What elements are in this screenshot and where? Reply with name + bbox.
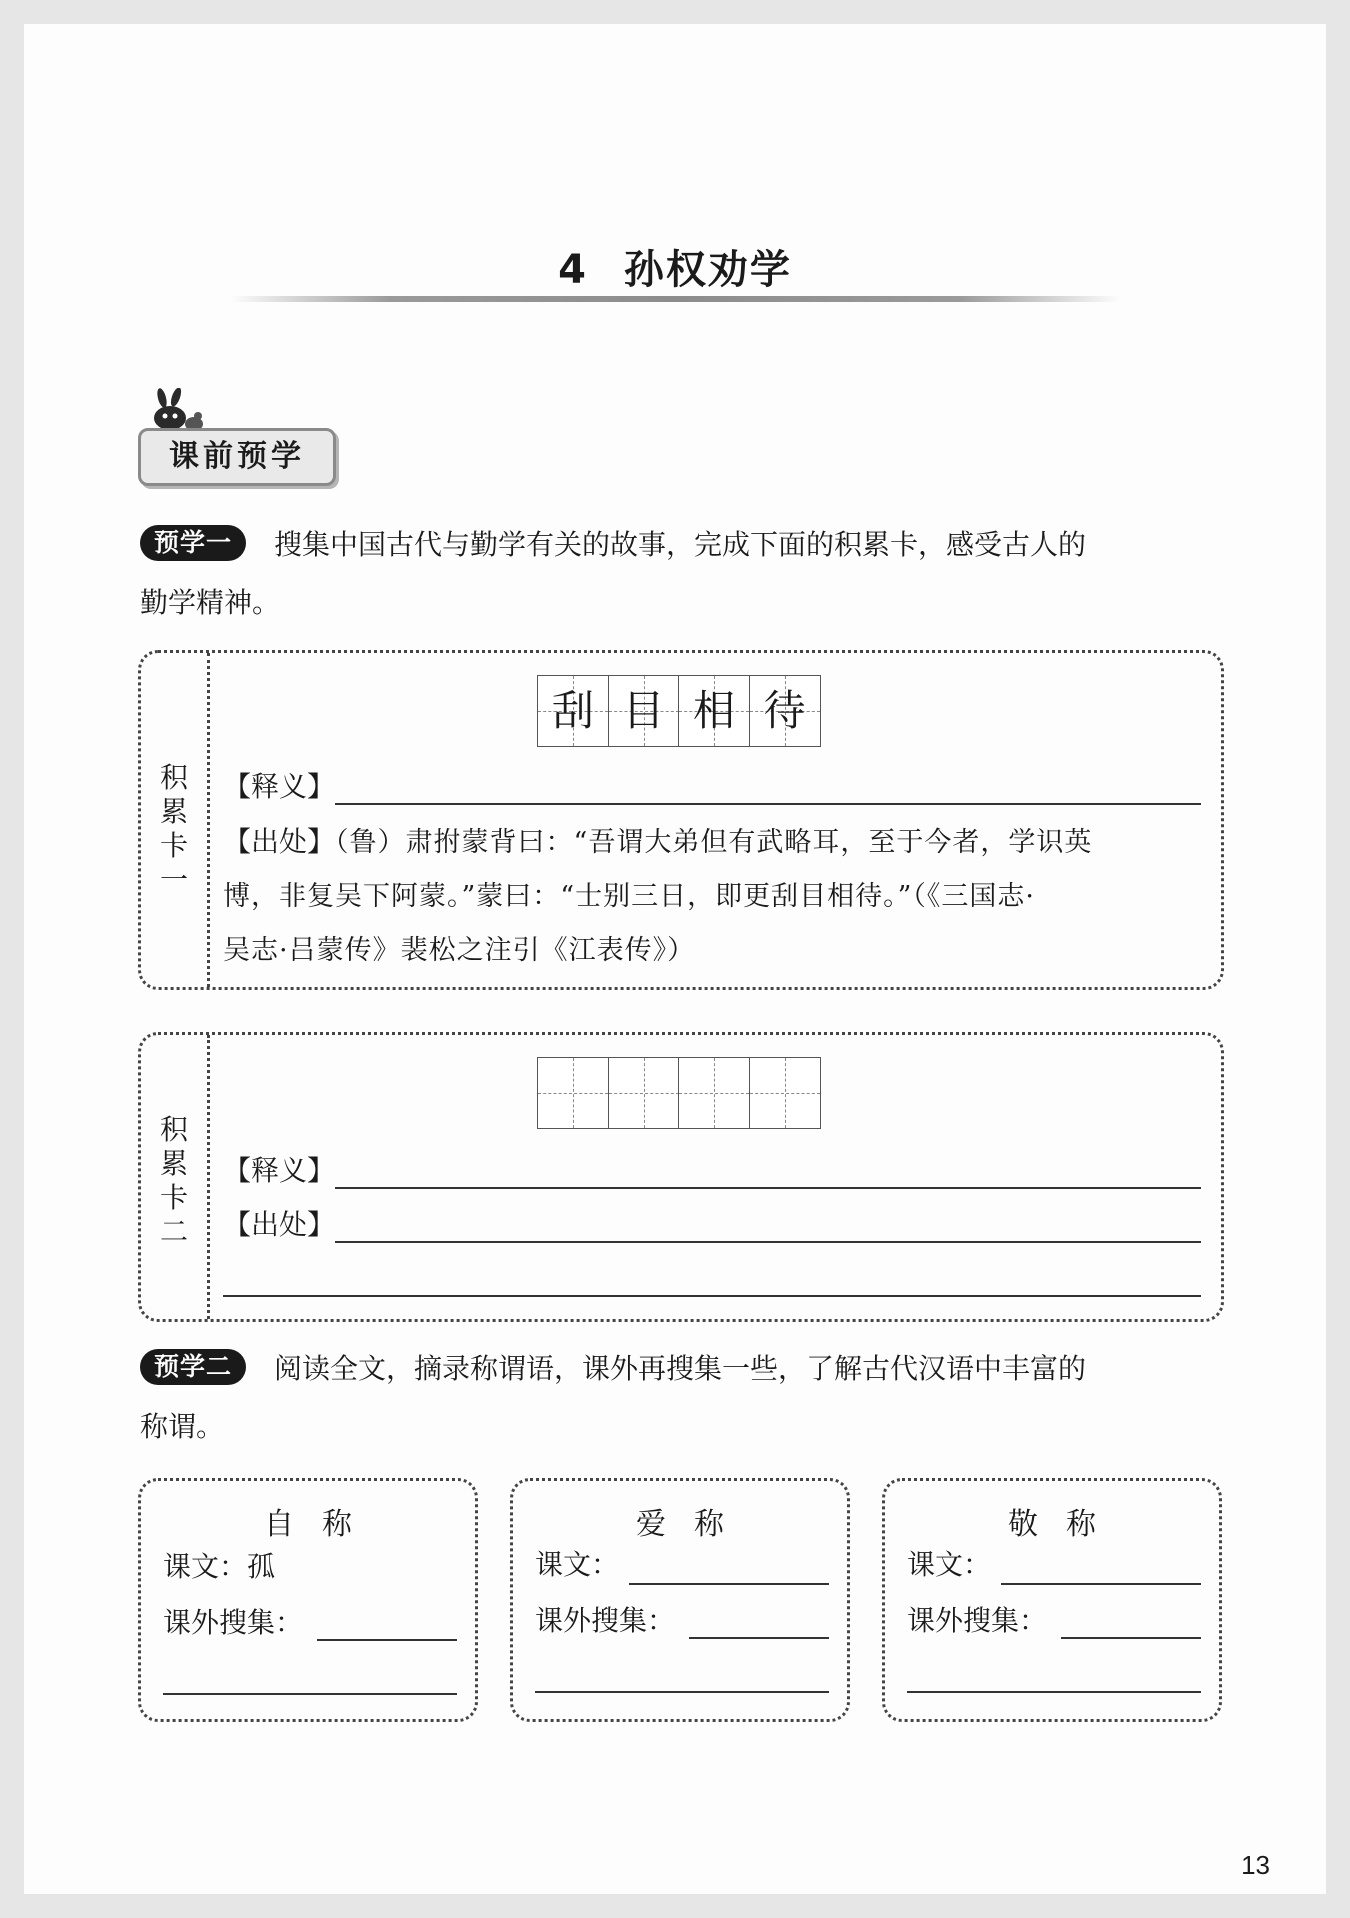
blank-idiom-cell[interactable] bbox=[537, 1057, 609, 1129]
blank-idiom-grid bbox=[537, 1057, 821, 1129]
title-underline bbox=[230, 296, 1120, 302]
card1-label: 积 累 卡 一 bbox=[159, 761, 188, 896]
collect-answer-line[interactable] bbox=[535, 1691, 829, 1693]
lesson-number: 4 bbox=[558, 247, 588, 293]
prestudy2-text-line1: 阅读全文，摘录称谓语，课外再搜集一些，了解古代汉语中丰富的 bbox=[274, 1352, 1087, 1385]
accumulation-card-1 bbox=[138, 650, 1224, 990]
source-label: 【出处】 bbox=[223, 825, 336, 858]
card-divider bbox=[207, 1035, 210, 1319]
blank-idiom-cell[interactable] bbox=[749, 1057, 821, 1129]
text-label: 课文： bbox=[907, 1548, 992, 1581]
prestudy2-tag: 预学二 bbox=[140, 1349, 246, 1385]
prestudy1-tag: 预学一 bbox=[140, 525, 246, 561]
collect-answer-line[interactable] bbox=[163, 1693, 457, 1695]
term-card-self bbox=[138, 1478, 478, 1722]
prestudy1-text-line2: 勤学精神。 bbox=[140, 586, 281, 619]
prestudy1-instruction bbox=[140, 516, 1220, 632]
source-answer-line[interactable] bbox=[335, 1241, 1201, 1243]
prestudy2-instruction bbox=[140, 1340, 1220, 1456]
idiom-grid bbox=[537, 675, 821, 747]
section-badge: 课前预学 bbox=[138, 428, 336, 486]
card2-label: 积 累 卡 二 bbox=[159, 1113, 188, 1248]
collect-label: 课外搜集： bbox=[907, 1604, 1048, 1637]
idiom-cell: 相 bbox=[678, 675, 750, 747]
lesson-name: 孙权劝学 bbox=[623, 247, 792, 293]
lesson-title bbox=[0, 238, 1350, 295]
source-answer-line[interactable] bbox=[223, 1295, 1201, 1297]
collect-label: 课外搜集： bbox=[535, 1604, 676, 1637]
collect-answer-line[interactable] bbox=[907, 1691, 1201, 1693]
prestudy1-text-line1: 搜集中国古代与勤学有关的故事，完成下面的积累卡，感受古人的 bbox=[274, 528, 1087, 561]
page-number: 13 bbox=[1241, 1850, 1270, 1880]
text-answer: 孤 bbox=[247, 1550, 276, 1583]
card1-source: 【出处】（鲁）肃拊蒙背曰：“吾谓大弟但有武略耳，至于今者，学识英 博，非复吴下阿蒙。”蒙曰：“士别三日，即更刮目相待。”（《三国志· 吴志·吕蒙传》裴松之注引《江表传》） bbox=[223, 825, 1093, 966]
term-card-respect bbox=[882, 1478, 1222, 1722]
collect-answer-line[interactable] bbox=[689, 1637, 829, 1639]
meaning-label: 【释义】 bbox=[223, 1154, 336, 1187]
idiom-cell: 目 bbox=[608, 675, 680, 747]
text-label: 课文： bbox=[535, 1548, 620, 1581]
idiom-cell: 待 bbox=[749, 675, 821, 747]
term-card-title: 爱称 bbox=[636, 1507, 752, 1542]
meaning-label: 【释义】 bbox=[223, 770, 336, 803]
text-answer-line[interactable] bbox=[1001, 1583, 1201, 1585]
card-divider bbox=[207, 653, 210, 987]
collect-answer-line[interactable] bbox=[1061, 1637, 1201, 1639]
text-answer-line[interactable] bbox=[629, 1583, 829, 1585]
meaning-answer-line[interactable] bbox=[335, 803, 1201, 805]
term-card-title: 自称 bbox=[264, 1507, 380, 1542]
collect-label: 课外搜集： bbox=[163, 1606, 304, 1639]
idiom-cell: 刮 bbox=[537, 675, 609, 747]
meaning-answer-line[interactable] bbox=[335, 1187, 1201, 1189]
term-card-affection bbox=[510, 1478, 850, 1722]
blank-idiom-cell[interactable] bbox=[678, 1057, 750, 1129]
text-row: 课文：孤 bbox=[163, 1550, 276, 1583]
accumulation-card-2 bbox=[138, 1032, 1224, 1322]
bunny-mascot-icon bbox=[148, 388, 208, 432]
blank-idiom-cell[interactable] bbox=[608, 1057, 680, 1129]
term-card-title: 敬称 bbox=[1008, 1507, 1124, 1542]
source-label: 【出处】 bbox=[223, 1208, 336, 1241]
prestudy2-text-line2: 称谓。 bbox=[140, 1410, 225, 1443]
collect-answer-line[interactable] bbox=[317, 1639, 457, 1641]
